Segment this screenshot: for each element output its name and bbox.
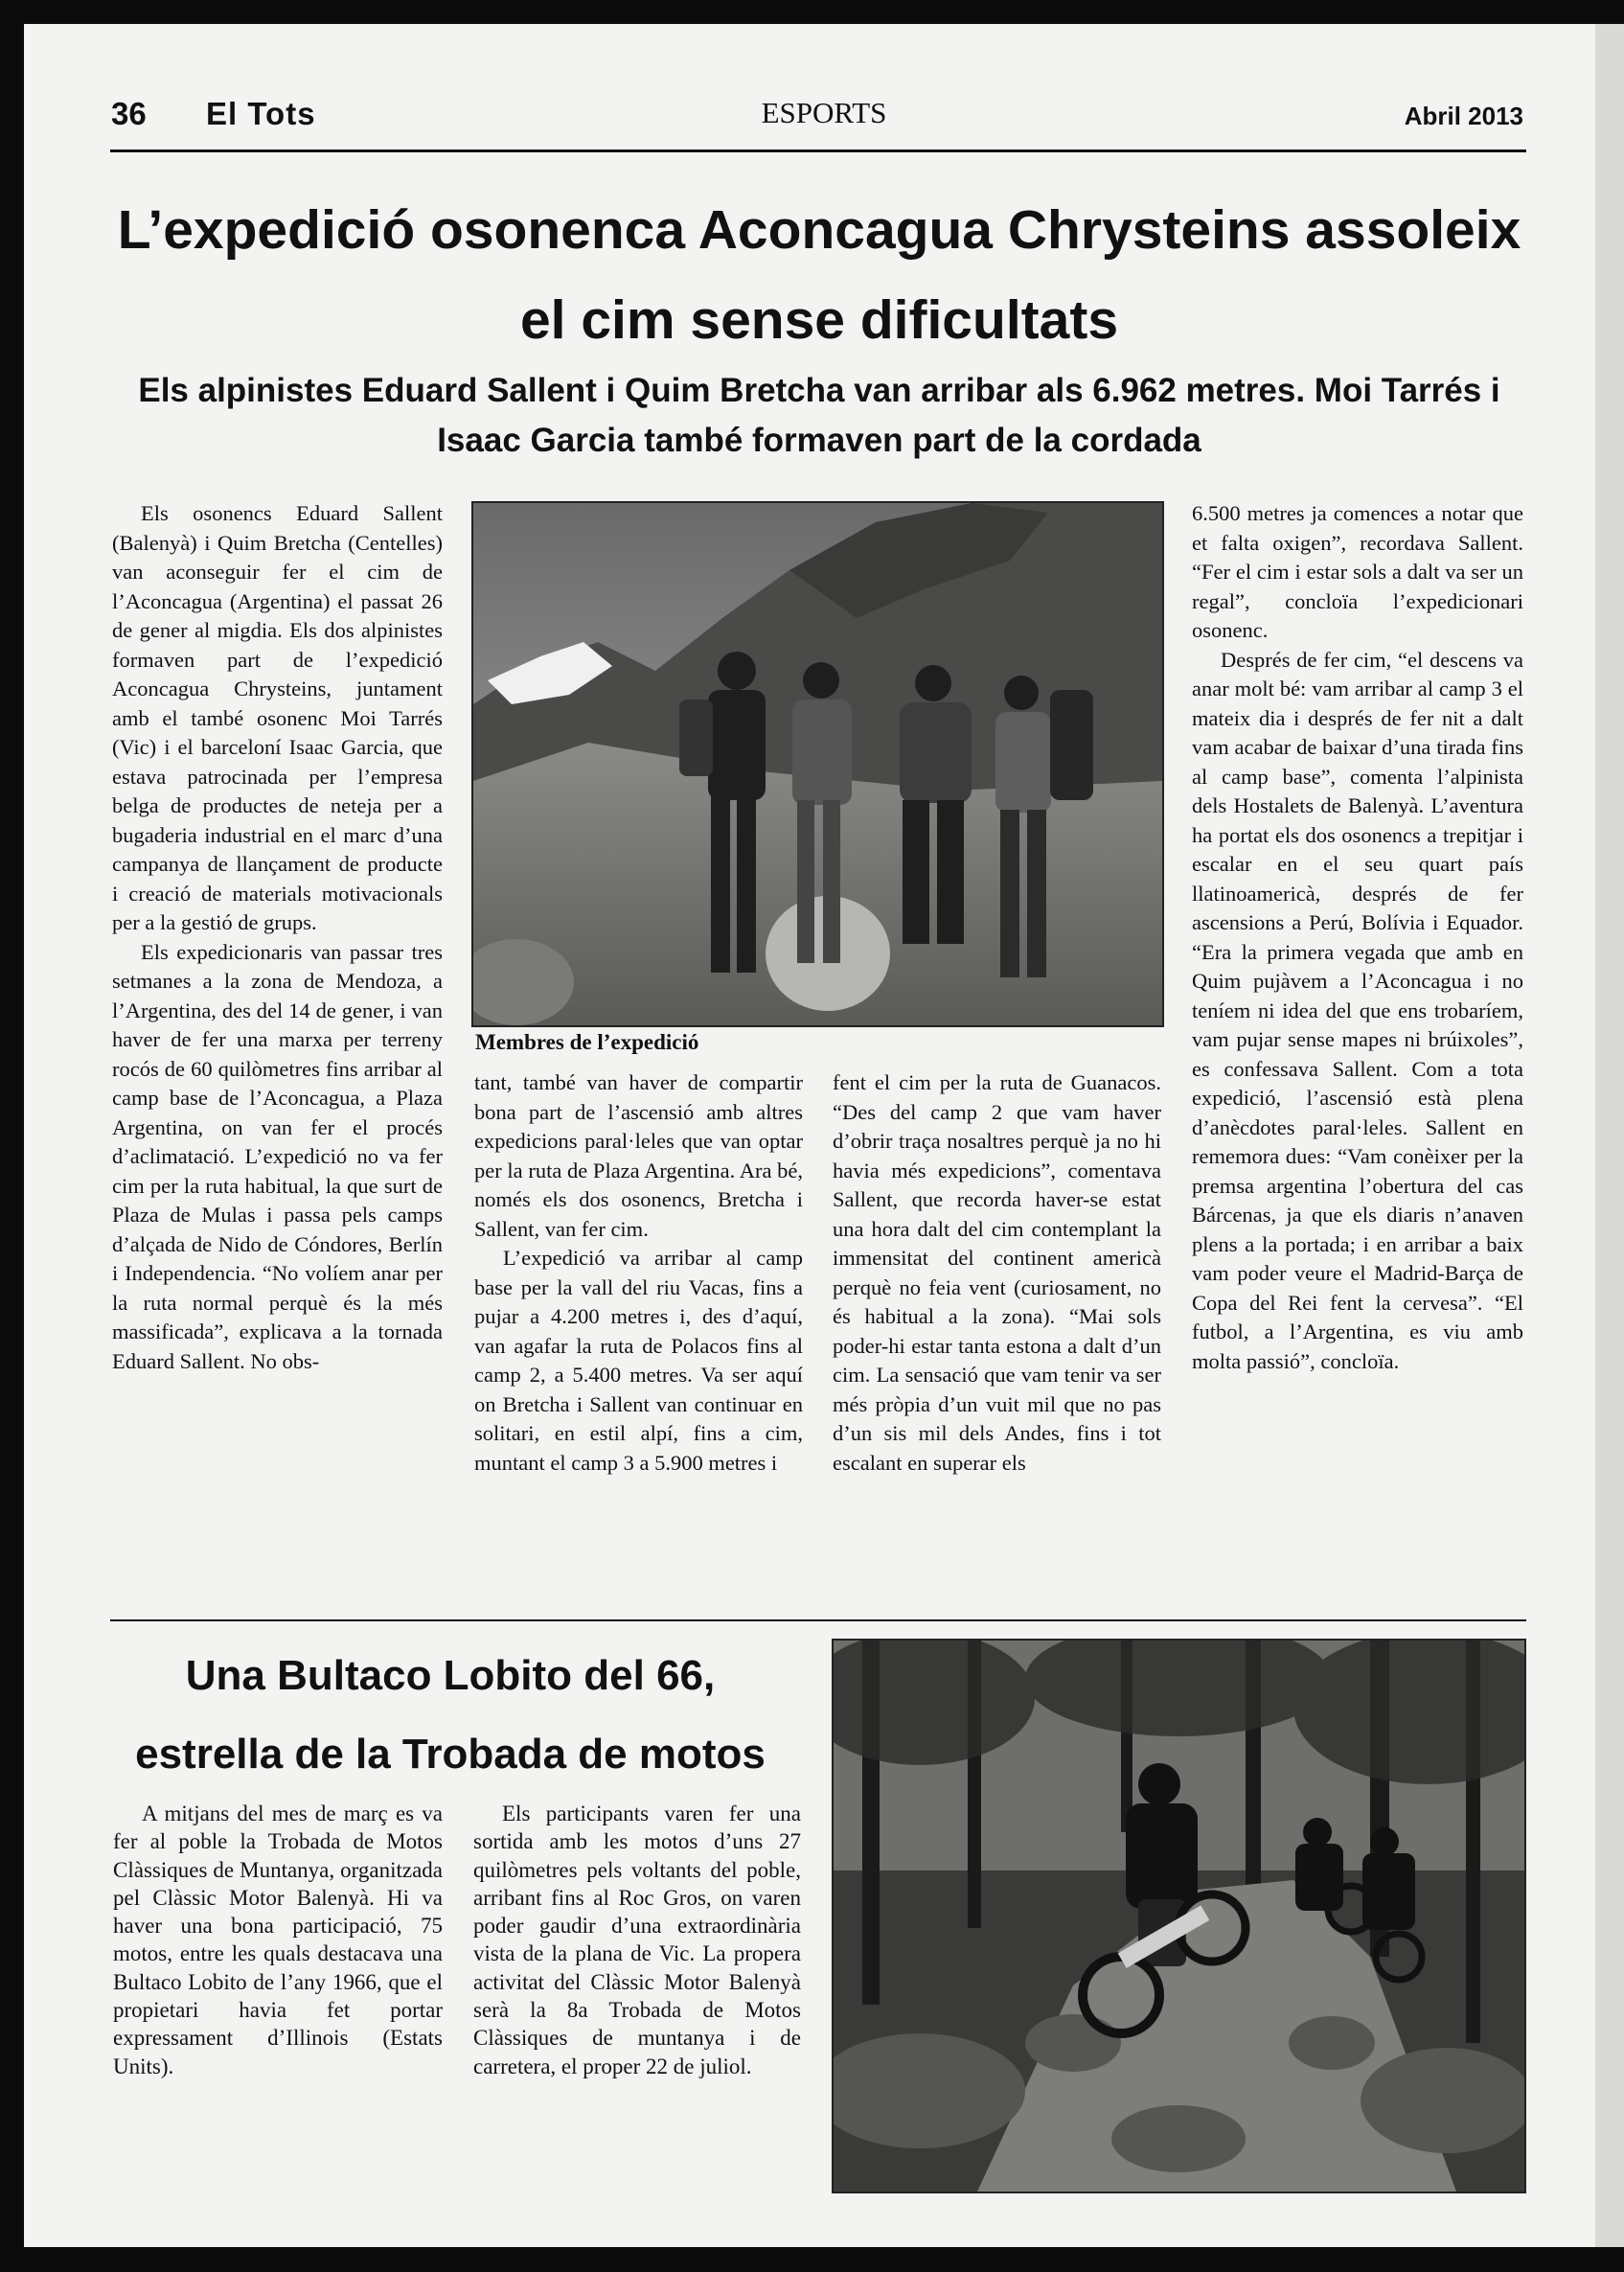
article-column-4 — [1192, 499, 1523, 1376]
paragraph: Després de fer cim, “el descens va anar molt bé: vam arribar al camp 3 el mateix dia i després de fer nit a dalt vam acabar de baixar d’una tirada fins al camp base”, comenta l’alpinista dels Hostalets de Balenyà. L’aventura ha portat els dos osonencs a trepitjar i escalar en el seu quart país llatinoamericà, després de fer ascensions a Perú, Bolívia i Equador. “Era la primera vegada que amb en Quim pujàvem a l’Aconcagua i no teníem ni idea del que ens trobaríem, vam pujar sense mapes ni brúixoles”, es confessava Sallent. Com a tota expedició, l’ascensió està plena d’anècdotes paral·leles. Sallent en rememora dues: “Vam conèixer per la premsa argentina l’obertura del cas Bárcenas, ja que els diaris n’anaven plens a la portada; i en arribar a baix vam poder veure el Madrid-Barça de Copa del Rei fent la cervesa”. “El futbol, a l’Argentina, es viu amb molta passió”, concloïa. — [1192, 647, 1523, 1373]
article-headline: L’expedició osonenca Aconcagua Chrysteins assoleix el cim sense dificultats — [117, 199, 1521, 351]
issue-date: Abril 2013 — [1404, 102, 1523, 130]
article-column-3 — [833, 1068, 1161, 1478]
paragraph: Els expedicionaris van passar tres setmanes a la zona de Mendoza, a l’Argentina, des del 14 de gener, i van haver de fer una marxa per terreny rocós de 60 quilòmetres fins arribar al camp base de l’Aconcagua, a Plaza Argentina, on van fer el procés d’aclimatació. L’expedició no va fer cim per la ruta habitual, la que surt de Plaza de Mulas i passa pels camps d’alçada de Nido de Cóndores, Berlín i Independencia. “No volíem anar per la ruta normal perquè és la més massificada”, explicava a la tornada Eduard Sallent. No obs- — [112, 939, 443, 1373]
paragraph: Els participants varen fer una sortida amb les motos d’uns 27 quilòmetres pels voltants del poble, arribant fins al Roc Gros, on varen poder gaudir d’una extraordinària vista de la plana de Vic. La propera activitat del Clàssic Motor Balenyà serà la 8a Trobada de Motos Clàssiques de muntanya i de carretera, el proper 22 de juliol. — [473, 1802, 801, 2078]
expedition-photo — [471, 501, 1164, 1027]
headline-line-1: Una Bultaco Lobito del 66, — [185, 1652, 716, 1699]
paragraph: 6.500 metres ja comences a notar que et falta oxigen”, recordava Sallent. “Fer el cim i estar sols a dalt va ser un regal”, concloïa l’expedicionari osonenc. — [1192, 501, 1523, 642]
paragraph: A mitjans del mes de març es va fer al poble la Trobada de Motos Clàssiques de Muntanya, organitzada pel Clàssic Motor Balenyà. Hi va haver una bona participació, 75 motos, entre les quals destacava una Bultaco Lobito de l’any 1966, que el propietari havia fet portar expressament d’Illinois (Estats Units). — [113, 1802, 443, 2078]
article-subhead: Els alpinistes Eduard Sallent i Quim Bretcha van arribar als 6.962 metres. Moi Tarrés i Isaac Garcia també formaven part de la cordada — [138, 372, 1500, 459]
paragraph: L’expedició va arribar al camp base per la vall del riu Vacas, fins a pujar a 4.200 metres i, des d’aquí, van agafar la ruta de Polacos fins al camp 2, a 5.400 metres. Va ser aquí on Bretcha i Sallent van continuar en solitari, en estil alpí, fins a cim, muntant el camp 3 a 5.900 metres i — [474, 1246, 803, 1475]
paragraph: fent el cim per la ruta de Guanacos. “Des del camp 2 que vam haver d’obrir traça nosaltres perquè ja no hi havia més expedicions”, comentava Sallent, que recorda haver-se estat una hora dalt del cim contemplant la immensitat del continent americà perquè no feia vent (curiosament, no és habitual a la zona). “Mai sols poder-hi estar tanta estona a dalt d’un cim. La sensació que vam tenir va ser més pròpia d’un vuit mil que no pas d’un sis mil dels Andes, fins i tot escalant en superar els — [833, 1070, 1161, 1475]
paragraph: Els osonencs Eduard Sallent (Balenyà) i Quim Bretcha (Centelles) van aconseguir fer el cim de l’Aconcagua (Argentina) el passat 26 de gener al migdia. Els dos alpinistes formaven part de l’expedició Aconcagua Chrysteins, juntament amb el també osonenc Moi Tarrés (Vic) i el barceloní Isaac Garcia, que estava patrocinada per l’empresa belga de productes de neteja per a bugaderia industrial en el marc d’una campanya de llançament de producte i creació de materials motivacionals per a la gestió de grups. — [112, 501, 443, 934]
header-rule — [110, 149, 1526, 152]
page-number: 36 — [111, 96, 147, 131]
article-column-1 — [112, 499, 443, 1376]
motorbike-photo-image — [834, 1641, 1524, 2192]
photo-caption: Membres de l’expedició — [475, 1030, 699, 1054]
moto-article-headline — [96, 1637, 805, 1794]
moto-article-column-2 — [473, 1800, 801, 2080]
moto-article-column-1 — [113, 1800, 443, 2080]
paragraph: tant, també van haver de compartir bona part de l’ascensió amb altres expedicions paral·leles que van optar per la ruta de Plaza Argentina. Ara bé, només els dos osonencs, Bretcha i Sallent, van fer cim. — [474, 1070, 803, 1241]
expedition-photo-image — [473, 503, 1162, 1025]
section-name: ESPORTS — [761, 96, 887, 129]
page-edge — [1595, 24, 1624, 2247]
headline-line-2: estrella de la Trobada de motos — [135, 1731, 766, 1778]
article-divider — [110, 1619, 1526, 1621]
publication-name: El Tots — [206, 96, 316, 131]
motorbike-photo — [832, 1639, 1526, 2193]
article-column-2 — [474, 1068, 803, 1478]
